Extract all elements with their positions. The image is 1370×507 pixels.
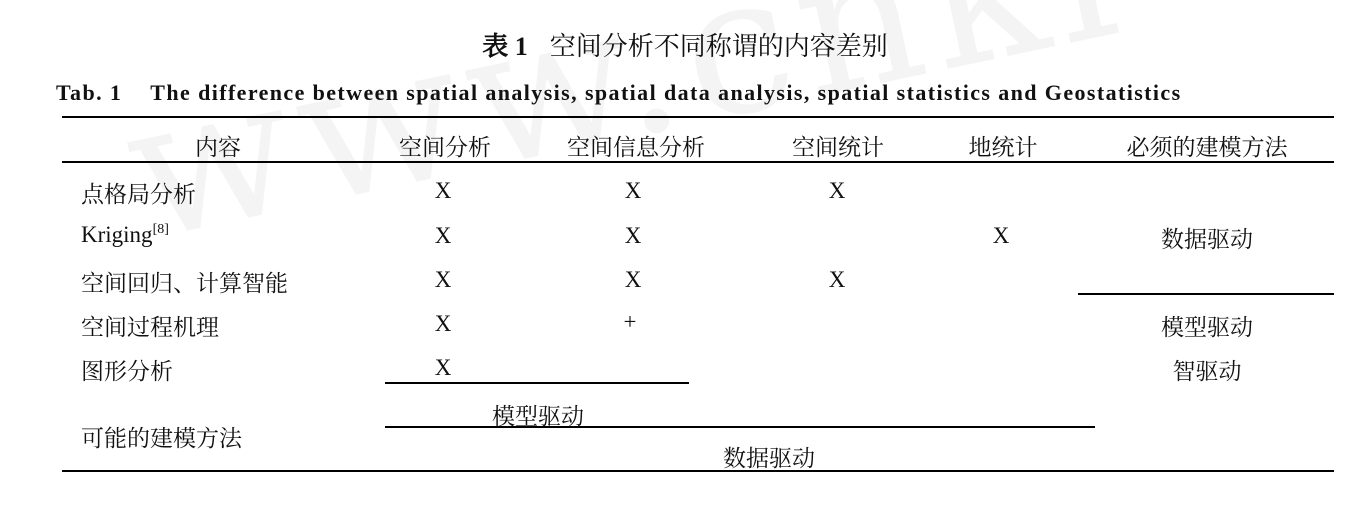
table-caption-en: [56, 80, 1182, 106]
table-label-en: Tab. 1: [56, 80, 123, 105]
row-label: 图形分析: [81, 359, 173, 385]
table-cell: X: [624, 223, 642, 248]
table-cell: X: [434, 223, 452, 248]
table-cell: +: [623, 309, 637, 334]
header-spatial-statistics: 空间统计: [792, 135, 884, 161]
row-label: 点格局分析: [81, 182, 196, 208]
table-title-en: The difference between spatial analysis, spatial data analysis, spatial statistics and Geostatistics: [150, 80, 1182, 105]
table-title-cn: 空间分析不同称谓的内容差别: [549, 32, 888, 62]
span1-rule: [385, 382, 689, 384]
method-model-driven: 模型驱动: [1161, 315, 1253, 341]
header-spatial-analysis: 空间分析: [399, 135, 491, 161]
header-content: 内容: [195, 135, 241, 161]
table-cell: X: [434, 178, 452, 203]
table-cell: X: [624, 178, 642, 203]
table-cell: X: [434, 311, 452, 336]
row-label: 空间回归、计算智能: [81, 271, 288, 297]
method-smart-driven: 智驱动: [1172, 359, 1242, 385]
table-caption-cn: [0, 26, 1370, 63]
bottom-rule: [62, 470, 1334, 472]
table-cell: X: [434, 355, 452, 380]
reference-mark: [8]: [152, 222, 169, 237]
table-cell: X: [828, 178, 846, 203]
footer-span-model-driven: 模型驱动: [492, 404, 584, 430]
table-label-cn: 表 1: [482, 32, 528, 61]
table-cell: X: [992, 223, 1010, 248]
row-label-kriging: [81, 222, 169, 248]
row-label: 空间过程机理: [81, 315, 219, 341]
header-spatial-info-analysis: 空间信息分析: [567, 135, 705, 161]
top-rule: [62, 116, 1334, 118]
table-cell: X: [828, 267, 846, 292]
method-divider-rule: [1078, 293, 1334, 295]
header-modeling-method: 必须的建模方法: [1126, 135, 1288, 161]
table-cell: X: [624, 267, 642, 292]
footer-label: 可能的建模方法: [81, 426, 242, 452]
footer-span-data-driven: 数据驱动: [723, 446, 815, 472]
header-geostatistics: 地统计: [968, 135, 1038, 161]
method-data-driven: 数据驱动: [1161, 227, 1253, 253]
row-label: Kriging: [81, 222, 153, 247]
table-cell: X: [434, 267, 452, 292]
